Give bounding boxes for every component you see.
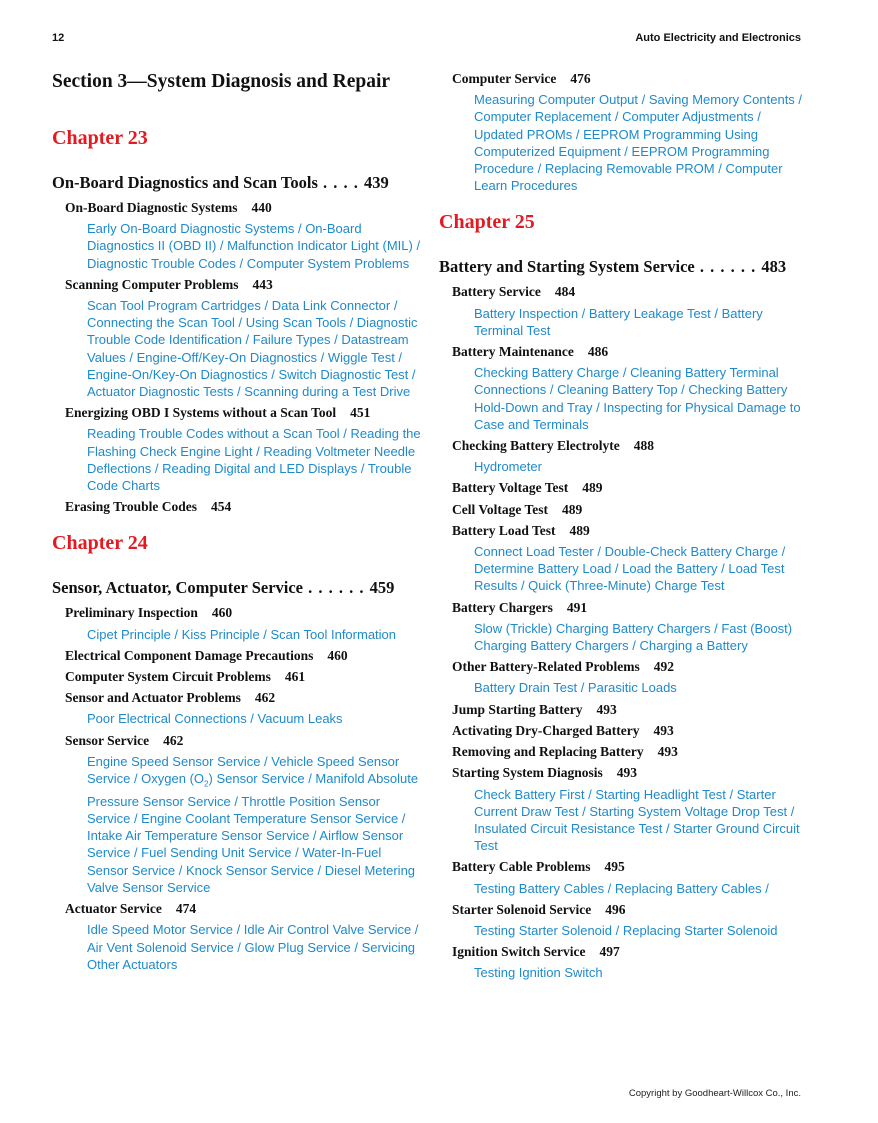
- toc-subentry: Electrical Component Damage Precautions 460: [65, 647, 348, 663]
- toc-subentry: Starter Solenoid Service 496: [452, 901, 626, 917]
- toc-subentry: Battery Cable Problems 495: [452, 859, 625, 875]
- chapter-25-label: Chapter 25: [439, 211, 535, 234]
- toc-topics: Reading Trouble Codes without a Scan Tool / Reading the Flashing Check Engine Light / Reading Voltmeter Needle Deflections / Reading Digital and LED Displays / Trouble Code Charts: [87, 426, 421, 494]
- left-column: [52, 70, 424, 977]
- toc-topics: Hydrometer: [474, 459, 542, 475]
- chapter-24-title: Sensor, Actuator, Computer Service . . . . . . 459: [52, 578, 395, 598]
- toc-topics: Check Battery First / Starting Headlight Test / Starter Current Draw Test / Starting System Voltage Drop Test / Insulated Circuit Resistance Test / Starter Ground Circuit Test: [474, 786, 800, 854]
- toc-topics: Scan Tool Program Cartridges / Data Link Connector / Connecting the Scan Tool / Using Scan Tools / Diagnostic Trouble Code Identification / Failure Types / Datastream Values / Engine-Off/Key-On Diagnostics / Wiggle Test / Engine-On/Key-On Diagnostics / Switch Diagnostic Test / Actuator Diagnostic Tests / Scanning during a Test Drive: [87, 298, 418, 400]
- toc-subentry: Sensor Service 462: [65, 732, 184, 748]
- toc-topics: Battery Inspection / Battery Leakage Test / Battery Terminal Test: [474, 305, 763, 338]
- toc-topics: Battery Drain Test / Parasitic Loads: [474, 680, 677, 696]
- toc-topics: Early On-Board Diagnostic Systems / On-Board Diagnostics II (OBD II) / Malfunction Indicator Light (MIL) / Diagnostic Trouble Codes / Computer System Problems: [87, 221, 421, 271]
- toc-subentry: Battery Voltage Test 489: [452, 480, 603, 496]
- toc-subentry: Jump Starting Battery 493: [452, 701, 617, 717]
- page-number: 12: [52, 32, 65, 44]
- toc-topics: Testing Ignition Switch: [474, 965, 603, 981]
- toc-topics: Testing Starter Solenoid / Replacing Starter Solenoid: [474, 922, 778, 938]
- toc-subentry: Cell Voltage Test 489: [452, 501, 583, 517]
- chapter-24-label: Chapter 24: [52, 532, 148, 555]
- toc-subentry: Other Battery-Related Problems 492: [452, 659, 674, 675]
- toc-subentry: Battery Service 484: [452, 284, 576, 300]
- toc-topics: Poor Electrical Connections / Vacuum Leaks: [87, 711, 343, 727]
- toc-topics: Connect Load Tester / Double-Check Battery Charge / Determine Battery Load / Load the Battery / Load Test Results / Quick (Three-Minute) Charge Test: [474, 544, 786, 594]
- toc-subentry: Battery Chargers 491: [452, 599, 588, 615]
- chapter-23-label: Chapter 23: [52, 127, 148, 149]
- toc-topics: Cipet Principle / Kiss Principle / Scan Tool Information: [87, 626, 397, 642]
- toc-subentry: Computer System Circuit Problems 461: [65, 669, 306, 685]
- chapter-23-title: On-Board Diagnostics and Scan Tools . . . . 439: [52, 173, 389, 192]
- copyright-footer: Copyright by Goodheart-Willcox Co., Inc.: [628, 1088, 801, 1099]
- toc-topics: Measuring Computer Output / Saving Memory Contents / Computer Replacement / Computer Adjustments / Updated PROMs / EEPROM Programming Using Computerized Equipment / EEPROM Programming Procedure / Replacing Removable PROM / Computer Learn Procedures: [474, 92, 803, 194]
- chapter-25-title: Battery and Starting System Service . . . . . . 483: [439, 257, 787, 277]
- toc-subentry: Removing and Replacing Battery 493: [452, 744, 678, 760]
- section-title: Section 3—System Diagnosis and Repair: [52, 71, 391, 92]
- toc-subentry: Sensor and Actuator Problems 462: [65, 690, 276, 706]
- toc-subentry: Ignition Switch Service 497: [452, 944, 620, 960]
- toc-topics: Engine Speed Sensor Service / Vehicle Speed Sensor Service / Oxygen $(O_2)$ Sensor Service / Manifold Absolute Pressure Sensor Service / Throttle Position Sensor Service / Engine Coolant Temperature Sensor Service / Intake Air Temperature Sensor Service / Airflow Sensor Service / Fuel Sending Unit Service / Water-In-Fuel Sensor Service / Knock Sensor Service / Diesel Metering Valve Sensor Service: [87, 753, 419, 895]
- toc-topics: Idle Speed Motor Service / Idle Air Control Valve Service / Air Vent Solenoid Service / Glow Plug Service / Servicing Other Actuators: [87, 922, 419, 972]
- right-column: [439, 70, 809, 986]
- toc-subentry: Activating Dry-Charged Battery 493: [452, 722, 674, 738]
- toc-subentry: On-Board Diagnostic Systems 440: [65, 200, 272, 215]
- toc-subentry: Battery Maintenance 486: [452, 344, 609, 360]
- toc-subentry: Checking Battery Electrolyte 488: [452, 438, 654, 454]
- toc-subentry: Energizing OBD I Systems without a Scan Tool 451: [65, 405, 371, 421]
- toc-topics: Testing Battery Cables / Replacing Battery Cables /: [474, 880, 769, 896]
- toc-subentry: Actuator Service 474: [65, 901, 197, 917]
- toc-subentry: Computer Service 476: [452, 71, 591, 86]
- toc-topics: Checking Battery Charge / Cleaning Battery Terminal Connections / Cleaning Battery Top / Checking Battery Hold-Down and Tray / Inspecting for Physical Damage to Case and Terminals: [474, 365, 801, 432]
- book-title: Auto Electricity and Electronics: [635, 32, 801, 44]
- toc-subentry: Battery Load Test 489: [452, 522, 590, 538]
- toc-subentry: Preliminary Inspection 460: [65, 605, 233, 621]
- toc-topics: Slow (Trickle) Charging Battery Chargers / Fast (Boost) Charging Battery Chargers / Charging a Battery: [474, 620, 793, 654]
- toc-subentry: Erasing Trouble Codes 454: [65, 499, 232, 515]
- toc-subentry: Starting System Diagnosis 493: [452, 765, 638, 781]
- toc-subentry: Scanning Computer Problems 443: [65, 276, 273, 292]
